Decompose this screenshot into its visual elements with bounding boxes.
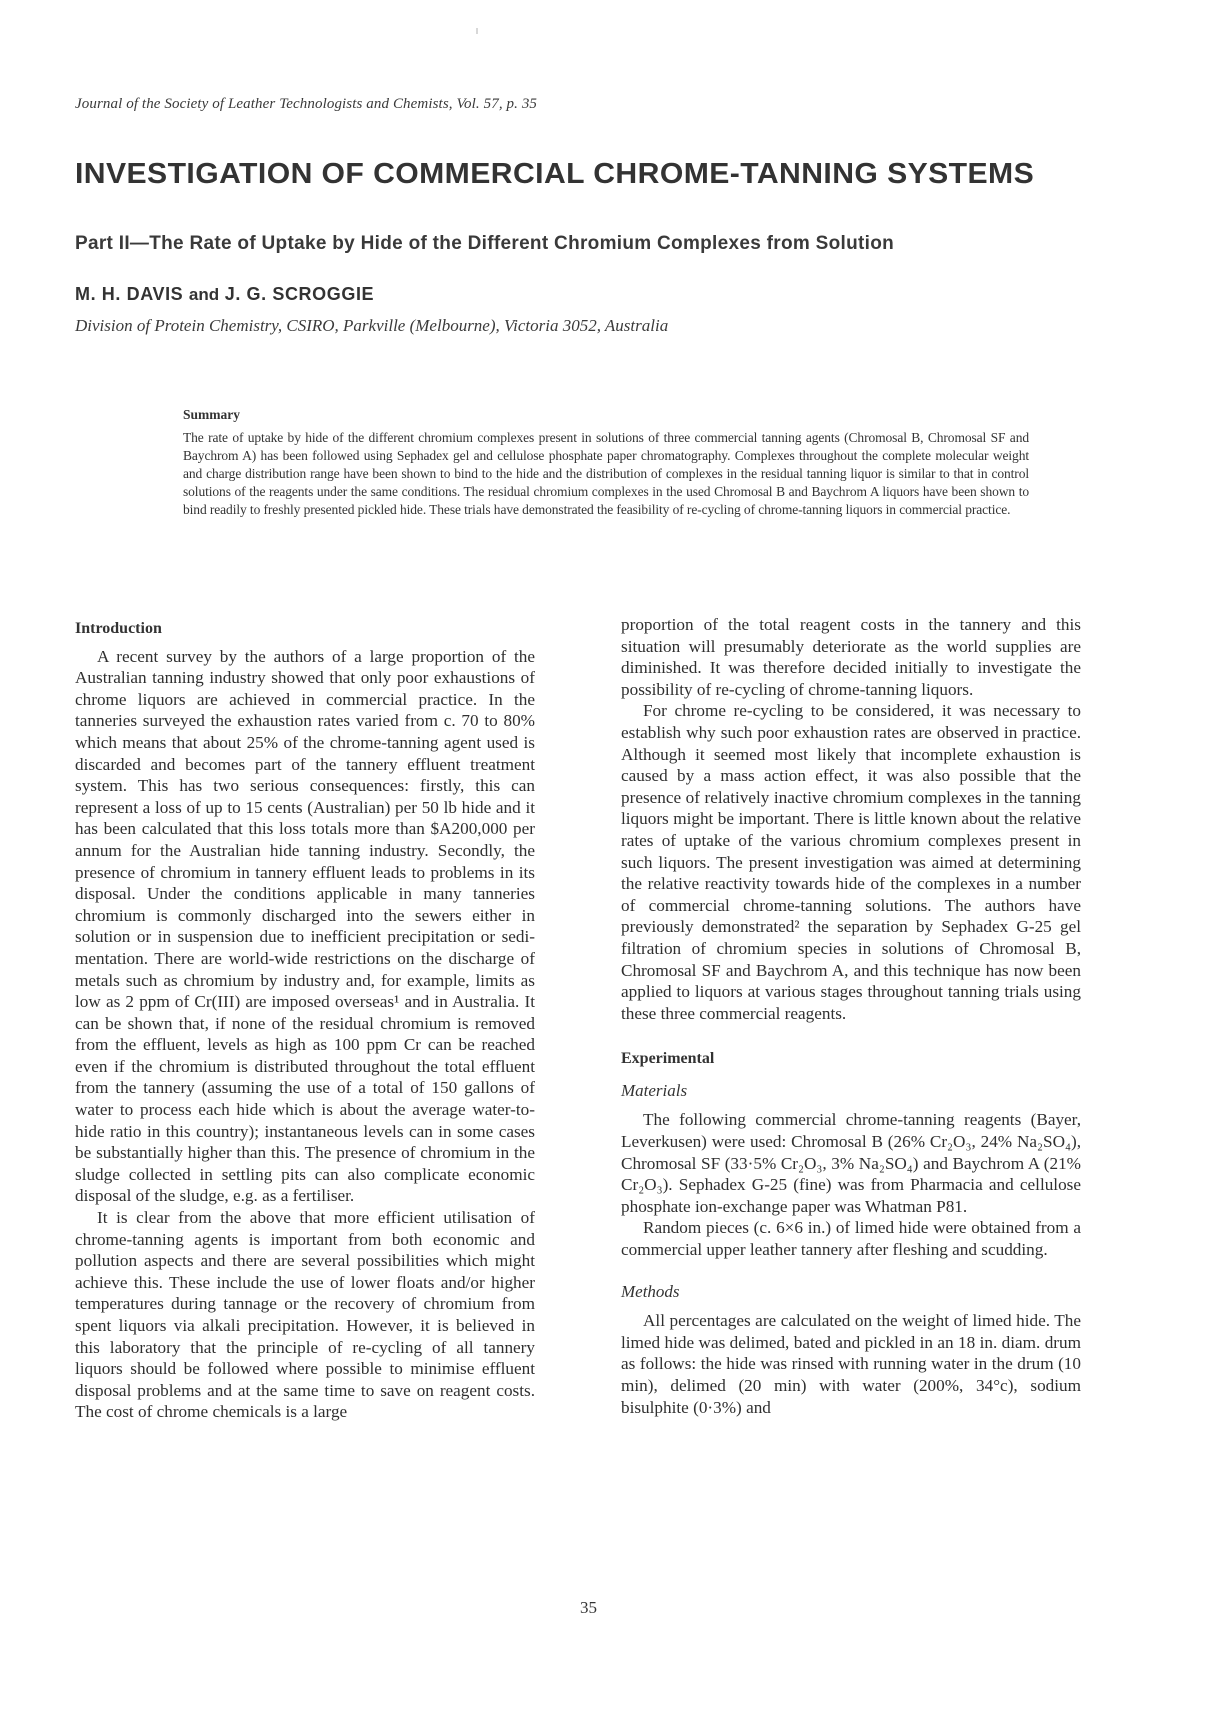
body-paragraph: It is clear from the above that more efficient utilisation of chrome-tanning agents is important from both economic and pollution aspects and there are several possibilities which might achieve this. These include the use of lower floats and/or higher temperatures during tannage or the recovery of chromium from spent liquors via alkali precipitation. However, it is believed in this laboratory that the principle of re-cycling of all tannery liquors should be followed where possible to minimise effluent disposal problems and at the same time to save on reagent costs. The cost of chrome chemicals is a large bbox=[75, 1208, 535, 1422]
journal-header: Journal of the Society of Leather Technologists and Chemists, Vol. 57, p. 35 bbox=[75, 96, 538, 112]
scan-artifact bbox=[476, 28, 478, 34]
body-paragraph: For chrome re-cycling to be considered, it was necessary to establish why such poor exhaustion rates are observed in practice. Although it seemed most likely that incomplete exhaustion is caused by a mass action effect, it was also possible that the presence of relatively inactive chromium complexes in the tanning liquors might be important. There is little known about the relative rates of uptake of the various chromium complexes present in such liquors. The present investigation was aimed at determining the relative reactivity towards hide of the complexes in a number of commercial chrome-tanning solutions. The authors have previously demonstrated² the separation by Sephadex G-25 gel filtration of chromium species in solutions of Chromosal B, Chromosal SF and Baychrom A, and this technique has now been applied to liquors at various stages throughout tanning trials using these three commercial reagents. bbox=[621, 701, 1081, 1023]
article-title: INVESTIGATION OF COMMERCIAL CHROME-TANNING SYSTEMS bbox=[75, 158, 1035, 190]
body-paragraph: A recent survey by the authors of a large proportion of the Australian tanning industry showed that only poor exhaustions of chrome liquors are achieved in commercial practice. In the tanneries surveyed the exhaustion rates varied from c. 70 to 80% which means that about 25% of the chrome-tanning agent used is discarded and becomes part of the tannery effluent treatment system. This has two serious consequences: firstly, this can represent a loss of up to 15 cents (Australian) per 50 lb hide and it has been calculated that this loss totals more than $A200,000 per annum for the Australian hide tanning industry. Secondly, the presence of chromium in tannery effluent leads to problems in its disposal. Under the conditions applicable in many tanneries chromium is commonly discharged into the sewers either in solution or in suspension due to inefficient precipitation or sedimentation. There are world-wide restrictions on the discharge of metals such as chromium by industry and, for example, limits as low as 2 ppm of Cr(III) are imposed overseas¹ and in Australia. It can be shown that, if none of the residual chromium is removed from the effluent, levels as high as 100 ppm Cr can be reached even if the chromium is distributed throughout the total effluent from the tannery (assuming the use of a total of 150 gallons of water to process each hide which is about the average water-to-hide ratio in this country); instantaneous levels can in some cases be substantially higher than this. The presence of chromium in the sludge collected in settling pits can also complicate economic disposal of the sludge, e.g. as a fertiliser. bbox=[75, 646, 535, 1206]
article-subtitle: Part II—The Rate of Uptake by Hide of the Different Chromium Complexes from Solution bbox=[75, 233, 895, 254]
body-paragraph: proportion of the total reagent costs in the tannery and this situation will presumably deteriorate as the world supplies are diminished. It was therefore decided initially to investigate the possibility of re-cycling of chrome-tanning liquors. bbox=[621, 615, 1081, 699]
body-paragraph: All percentages are calculated on the weight of limed hide. The limed hide was delimed, bated and pickled in an 18 in. diam. drum as follows: the hide was rinsed with running water in the drum (10 min), delimed (20 min) with water (200%, 34°c), sodium bisulphite (0·3%) and bbox=[621, 1311, 1081, 1417]
authors bbox=[75, 284, 374, 305]
section-heading-experimental: Experimental bbox=[621, 1050, 715, 1068]
subsection-heading-materials: Materials bbox=[621, 1080, 688, 1100]
author-name: J. G. SCROGGIE bbox=[224, 284, 375, 304]
author-conjunction: and bbox=[188, 285, 220, 304]
section-heading-introduction: Introduction bbox=[75, 620, 162, 637]
body-paragraph: Random pieces (c. 6×6 in.) of limed hide were obtained from a commercial upper leather tannery after fleshing and scudding. bbox=[621, 1218, 1081, 1260]
summary-heading: Summary bbox=[183, 407, 240, 422]
author-name: M. H. DAVIS bbox=[75, 284, 184, 304]
column-right bbox=[621, 614, 1081, 1418]
subsection-heading-methods: Methods bbox=[621, 1281, 680, 1301]
column-left bbox=[75, 618, 535, 1423]
summary-section bbox=[183, 407, 1029, 519]
body-paragraph: The following commercial chrome-tanning reagents (Bayer, Leverkusen) were used: Chromosal B (26% Cr₂O₃, 24% Na₂SO₄), Chromosal SF (33·5% Cr₂O₃, 3% Na₂SO₄) and Baychrom A (21% Cr₂O₃). Sephadex G-25 (fine) was from Pharmacia and cellulose phosphate ion-exchange paper was Whatman P81. bbox=[621, 1110, 1081, 1216]
page-number: 35 bbox=[580, 1598, 597, 1617]
summary-text: The rate of uptake by hide of the different chromium complexes present in solutions of three commercial tanning agents (Chromosal B, Chromosal SF and Baychrom A) has been followed using Sephadex gel and cellulose phosphate paper chromatography. Complexes throughout the complete molecular weight and charge distribution range have been shown to bind to the hide and the distribution of complexes in the residual tanning liquor is similar to that in control solutions of the reagents under the same conditions. The residual chromium complexes in the used Chromosal B and Baychrom A liquors have been shown to bind readily to freshly presented pickled hide. These trials have demonstrated the feasibility of re-cycling of chrome-tanning liquors in commercial practice. bbox=[183, 430, 1029, 517]
affiliation: Division of Protein Chemistry, CSIRO, Parkville (Melbourne), Victoria 3052, Australia bbox=[75, 316, 669, 335]
